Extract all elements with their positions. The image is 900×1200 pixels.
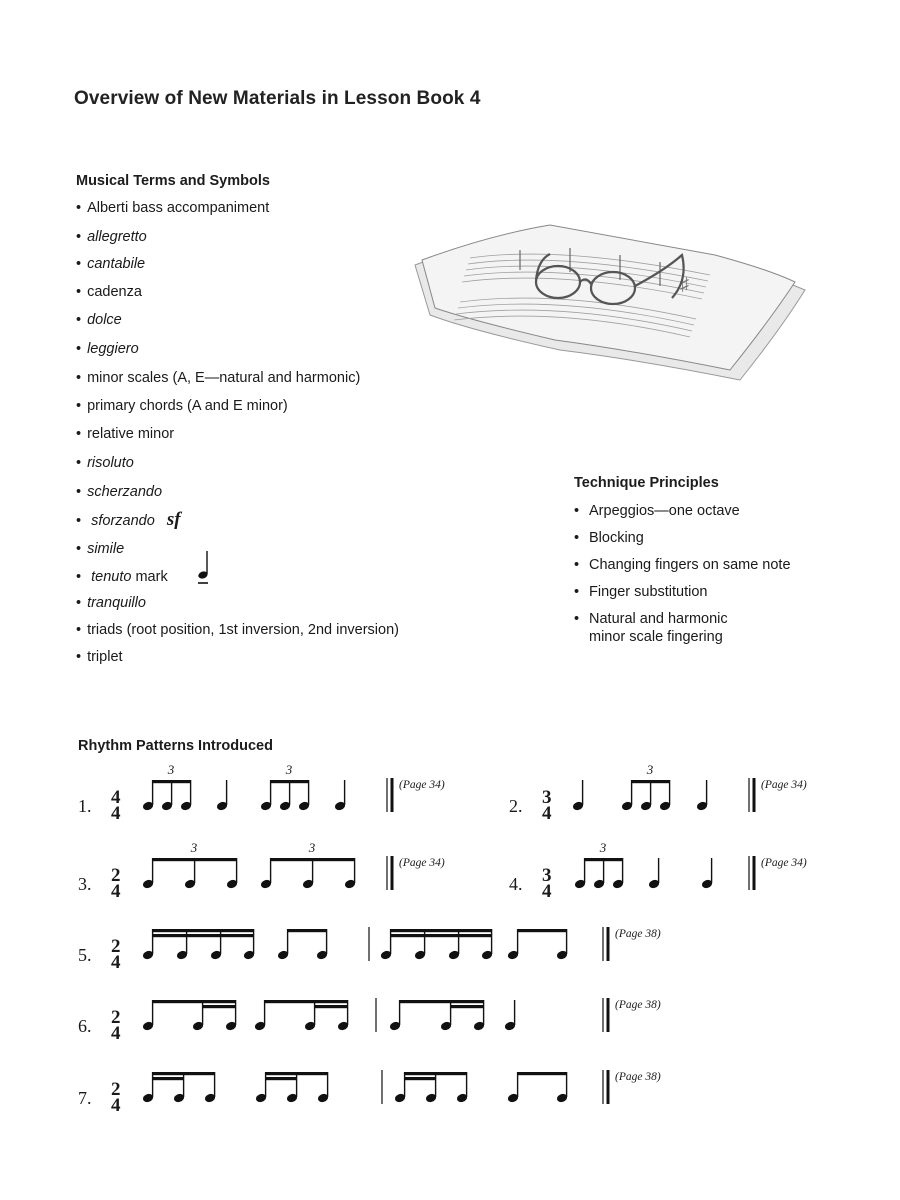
note-head xyxy=(504,1021,516,1032)
note xyxy=(394,1072,406,1103)
note-head xyxy=(298,801,310,812)
triplet-number: 3 xyxy=(599,840,607,855)
term-item: • minor scales (A, E—natural and harmonic) xyxy=(76,369,360,387)
note-head xyxy=(473,1021,485,1032)
note-head xyxy=(173,1093,185,1104)
time-signature-top: 3 xyxy=(542,865,552,886)
page-reference: (Page 34) xyxy=(761,779,807,791)
beam xyxy=(153,1000,236,1003)
note-head xyxy=(456,1093,468,1104)
tenuto-note-icon xyxy=(196,548,216,588)
beam xyxy=(153,858,237,861)
note-head xyxy=(556,950,568,961)
beam xyxy=(153,934,254,937)
note xyxy=(286,1072,298,1103)
term-item: • relative minor xyxy=(76,425,174,443)
term-item: • primary chords (A and E minor) xyxy=(76,397,288,415)
term-item: • Alberti bass accompaniment xyxy=(76,199,269,217)
note xyxy=(344,858,356,889)
note-head xyxy=(612,879,624,890)
note xyxy=(184,858,196,889)
note xyxy=(507,929,519,960)
term-item: • triplet xyxy=(76,648,123,666)
sheet-music-illustration xyxy=(410,220,810,395)
note-head xyxy=(286,1093,298,1104)
time-signature-bottom: 4 xyxy=(111,881,121,902)
beam xyxy=(585,858,623,861)
note xyxy=(701,858,713,889)
sforzando-symbol: sf xyxy=(166,509,181,530)
note xyxy=(142,858,154,889)
technique-item: • Natural and harmonic minor scale fingering xyxy=(574,610,728,646)
rhythm-heading: Rhythm Patterns Introduced xyxy=(78,738,273,754)
note xyxy=(334,780,346,811)
note-head xyxy=(440,1021,452,1032)
note-head xyxy=(337,1021,349,1032)
beam xyxy=(153,780,191,783)
note xyxy=(659,780,671,811)
note-head xyxy=(226,879,238,890)
note xyxy=(572,780,584,811)
musical-terms-heading: Musical Terms and Symbols xyxy=(76,173,270,189)
beam xyxy=(451,1005,484,1008)
note-head xyxy=(448,950,460,961)
note xyxy=(254,1000,266,1031)
note xyxy=(161,780,173,811)
note xyxy=(621,780,633,811)
note xyxy=(556,1072,568,1103)
note-head xyxy=(255,1093,267,1104)
pattern-number: 3. xyxy=(78,874,92,894)
beam xyxy=(405,1077,436,1080)
note-head xyxy=(161,801,173,812)
note-head xyxy=(302,879,314,890)
time-signature-top: 2 xyxy=(111,1079,121,1100)
beam xyxy=(203,1005,236,1008)
note-head xyxy=(380,950,392,961)
page-reference: (Page 38) xyxy=(615,1071,661,1083)
term-item: • scherzando xyxy=(76,483,162,501)
beam xyxy=(266,1072,328,1075)
term-item: • risoluto xyxy=(76,454,134,472)
term-item: • leggiero xyxy=(76,340,139,358)
note xyxy=(225,1000,237,1031)
note-head xyxy=(621,801,633,812)
term-item: • tenuto mark xyxy=(76,568,168,586)
note-head xyxy=(507,1093,519,1104)
time-signature-bottom: 4 xyxy=(111,1095,121,1116)
note xyxy=(317,1072,329,1103)
note-head xyxy=(659,801,671,812)
time-signature-top: 4 xyxy=(111,787,121,808)
note xyxy=(389,1000,401,1031)
time-signature-bottom: 4 xyxy=(111,803,121,824)
term-item: • allegretto xyxy=(76,228,147,246)
page-reference: (Page 38) xyxy=(615,928,661,940)
note xyxy=(176,929,188,960)
note-head xyxy=(225,1021,237,1032)
time-signature-bottom: 4 xyxy=(111,1023,121,1044)
beam xyxy=(266,1077,297,1080)
note-head xyxy=(593,879,605,890)
term-item: • cantabile xyxy=(76,255,145,273)
note-head xyxy=(334,801,346,812)
beam xyxy=(632,780,670,783)
beam xyxy=(391,929,492,932)
note-head xyxy=(425,1093,437,1104)
triplet-number: 3 xyxy=(285,762,293,777)
note-head xyxy=(556,1093,568,1104)
note-head xyxy=(254,1021,266,1032)
beam xyxy=(153,1072,215,1075)
technique-list xyxy=(574,502,874,652)
triplet-number: 3 xyxy=(308,840,316,855)
pattern-number: 2. xyxy=(509,796,523,816)
note xyxy=(473,1000,485,1031)
technique-item: • Arpeggios—one octave xyxy=(574,502,740,520)
note xyxy=(260,858,272,889)
note xyxy=(279,780,291,811)
note-head xyxy=(304,1021,316,1032)
note-head xyxy=(317,1093,329,1104)
note-head xyxy=(316,950,328,961)
time-signature-top: 2 xyxy=(111,1007,121,1028)
beam xyxy=(265,1000,348,1003)
beam xyxy=(288,929,327,932)
triplet-number: 3 xyxy=(167,762,175,777)
note xyxy=(380,929,392,960)
beam xyxy=(153,1077,184,1080)
note xyxy=(298,780,310,811)
note-head xyxy=(142,1093,154,1104)
sharp-sign: ♯ xyxy=(680,274,689,294)
note-head xyxy=(389,1021,401,1032)
note xyxy=(556,929,568,960)
note xyxy=(316,929,328,960)
note xyxy=(216,780,228,811)
page-reference: (Page 34) xyxy=(399,779,445,791)
pattern-number: 7. xyxy=(78,1088,92,1108)
note xyxy=(337,1000,349,1031)
note xyxy=(302,858,314,889)
note xyxy=(504,1000,516,1031)
term-item: • dolce xyxy=(76,311,122,329)
time-signature-top: 2 xyxy=(111,936,121,957)
note-head xyxy=(192,1021,204,1032)
technique-item: • Changing fingers on same note xyxy=(574,556,791,574)
note xyxy=(640,780,652,811)
note-head xyxy=(260,879,272,890)
note-head xyxy=(279,801,291,812)
note xyxy=(142,1000,154,1031)
beam xyxy=(405,1072,467,1075)
note xyxy=(277,929,289,960)
note xyxy=(204,1072,216,1103)
note xyxy=(696,780,708,811)
pattern-number: 6. xyxy=(78,1016,92,1036)
page-reference: (Page 38) xyxy=(615,999,661,1011)
note-head xyxy=(414,950,426,961)
triplet-number: 3 xyxy=(646,762,654,777)
note xyxy=(593,858,605,889)
note xyxy=(243,929,255,960)
time-signature-top: 2 xyxy=(111,865,121,886)
note xyxy=(440,1000,452,1031)
beam xyxy=(518,1072,567,1075)
note-head xyxy=(277,950,289,961)
note-head xyxy=(142,950,154,961)
note-head xyxy=(260,801,272,812)
note xyxy=(192,1000,204,1031)
technique-item: • Blocking xyxy=(574,529,644,547)
technique-item: • Finger substitution xyxy=(574,583,707,601)
term-item: • tranquillo xyxy=(76,594,146,612)
note xyxy=(612,858,624,889)
note xyxy=(648,858,660,889)
note xyxy=(481,929,493,960)
note xyxy=(142,929,154,960)
note xyxy=(180,780,192,811)
page-reference: (Page 34) xyxy=(761,857,807,869)
note-head xyxy=(142,879,154,890)
note xyxy=(425,1072,437,1103)
page-reference: (Page 34) xyxy=(399,857,445,869)
note-head xyxy=(696,801,708,812)
term-item: • sforzando sf xyxy=(76,511,181,530)
note xyxy=(507,1072,519,1103)
term-item: • triads (root position, 1st inversion, 2nd inversion) xyxy=(76,621,399,639)
beam xyxy=(271,858,355,861)
time-signature-top: 3 xyxy=(542,787,552,808)
beam xyxy=(271,780,309,783)
note xyxy=(142,1072,154,1103)
time-signature-bottom: 4 xyxy=(111,952,121,973)
note-head xyxy=(701,879,713,890)
note xyxy=(456,1072,468,1103)
pattern-number: 1. xyxy=(78,796,92,816)
note-head xyxy=(481,950,493,961)
note xyxy=(173,1072,185,1103)
page-title: Overview of New Materials in Lesson Book 4 xyxy=(74,88,481,109)
time-signature-bottom: 4 xyxy=(542,881,552,902)
time-signature-bottom: 4 xyxy=(542,803,552,824)
pattern-number: 4. xyxy=(509,874,523,894)
note-head xyxy=(507,950,519,961)
sheet-music-stack xyxy=(415,225,805,380)
note xyxy=(142,780,154,811)
note xyxy=(210,929,222,960)
note-head xyxy=(176,950,188,961)
note xyxy=(255,1072,267,1103)
technique-heading: Technique Principles xyxy=(574,475,719,491)
note xyxy=(260,780,272,811)
note-head xyxy=(142,1021,154,1032)
note xyxy=(448,929,460,960)
note-head xyxy=(216,801,228,812)
note-head xyxy=(344,879,356,890)
note-head xyxy=(184,879,196,890)
note-head xyxy=(142,801,154,812)
note-head xyxy=(210,950,222,961)
beam xyxy=(518,929,567,932)
note-head xyxy=(243,950,255,961)
note xyxy=(304,1000,316,1031)
note xyxy=(574,858,586,889)
beam xyxy=(315,1005,348,1008)
note xyxy=(414,929,426,960)
note-head xyxy=(180,801,192,812)
note-head xyxy=(640,801,652,812)
pattern-number: 5. xyxy=(78,945,92,965)
beam xyxy=(153,929,254,932)
term-item: • cadenza xyxy=(76,283,142,301)
term-item: • simile xyxy=(76,540,124,558)
note-head xyxy=(394,1093,406,1104)
beam xyxy=(400,1000,484,1003)
triplet-number: 3 xyxy=(190,840,198,855)
note-head xyxy=(574,879,586,890)
note-head xyxy=(648,879,660,890)
beam xyxy=(391,934,492,937)
note xyxy=(226,858,238,889)
note-head xyxy=(204,1093,216,1104)
note-head xyxy=(572,801,584,812)
